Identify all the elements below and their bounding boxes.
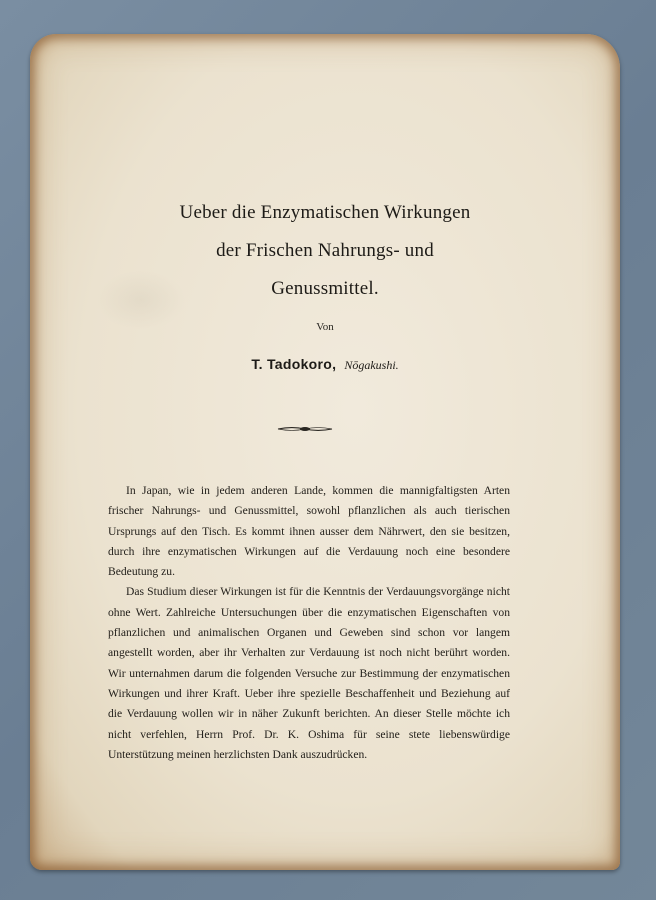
title-line-1: Ueber die Enzymatischen Wirkungen: [179, 202, 471, 223]
paragraph-1: In Japan, wie in jedem anderen Lande, kommen die mannigfaltigsten Arten frischer Nahrungs- und Genussmittel, sowohl pflanzlichen als auch tierischen Ursprungs auf den Tisch. Es kommt ihnen ausser dem Nährwert, den sie besitzen, durch ihre enzymatischen Wirkungen auf die Verdauung noch eine besondere Bedeutung zu.: [108, 484, 510, 579]
author-line: [30, 356, 620, 374]
document-title: [30, 194, 620, 308]
author-affiliation: Nōgakushi.: [344, 358, 399, 372]
author-name: T. Tadokoro,: [251, 356, 337, 372]
title-line-3: Genussmittel.: [271, 278, 379, 299]
byline-prefix: Von: [316, 321, 334, 333]
document-page: [30, 34, 620, 870]
document-body: [108, 481, 510, 765]
title-line-2: der Frischen Nahrungs- und: [216, 240, 434, 261]
flourish-divider-icon: [276, 424, 334, 434]
paragraph-2: Das Studium dieser Wirkungen ist für die Kenntnis der Verdauungsvorgänge nicht ohne Wert. Zahlreiche Untersuchungen über die enzymatischen Eigenschaften von pflanzlichen und animalischen Organen und Geweben sind schon vor langem angestellt worden, aber ihr Verhalten zur Verdauung ist noch nicht berührt worden. Wir unternahmen darum die folgenden Versuche zur Bestimmung der enzymatischen Wirkungen und ihrer Kraft. Ueber ihre spezielle Beschaffenheit und Beziehung auf die Verdauung wollen wir in näher Zukunft berichten. An dieser Stelle möchte ich nicht verfehlen, Herrn Prof. Dr. K. Oshima für seine stete liebenswürdige Unterstützung meinen herzlichsten Dank auszudrücken.: [108, 585, 510, 761]
